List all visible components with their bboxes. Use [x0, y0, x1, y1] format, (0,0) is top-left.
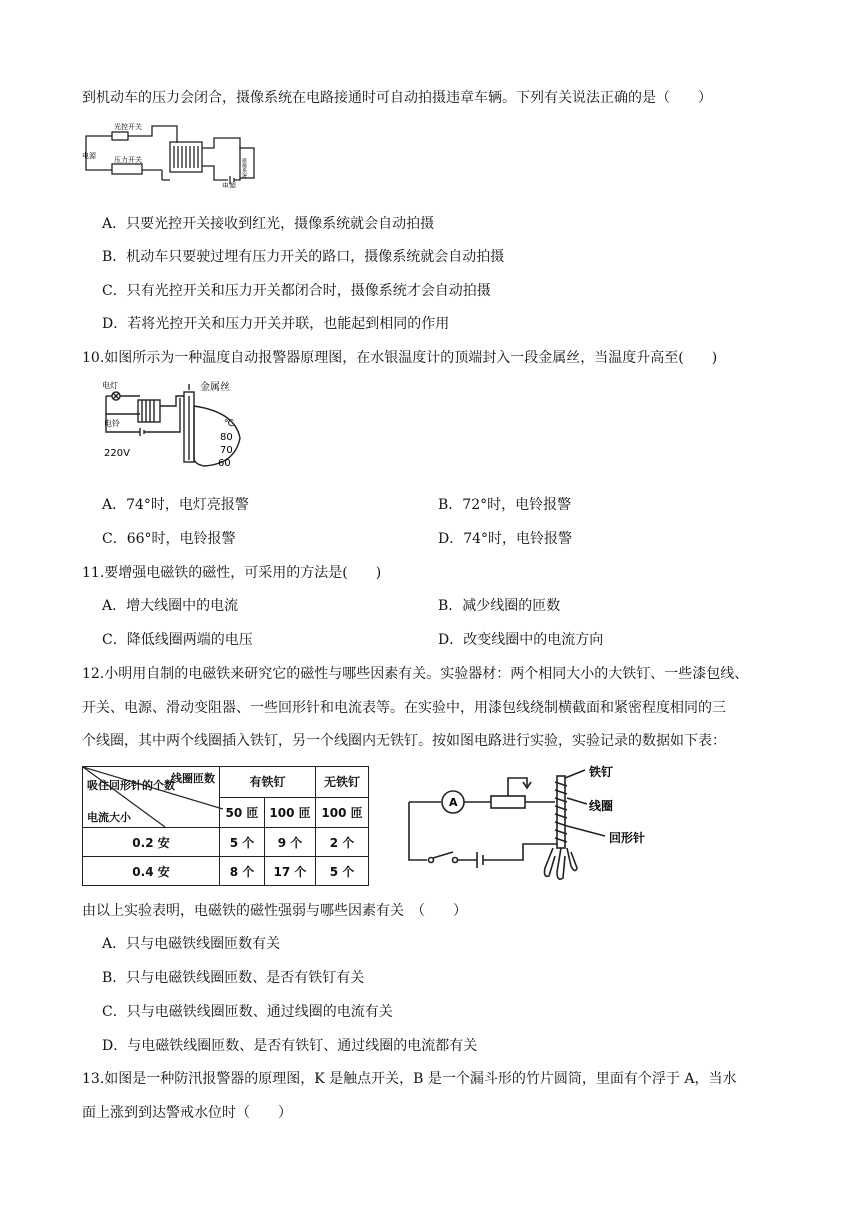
table-cell: 17 个: [265, 857, 316, 886]
q9-light-switch-label: 光控开关: [114, 123, 142, 131]
q11-option-d: D．改变线圈中的电流方向: [438, 632, 604, 648]
q12-data-table: [82, 766, 369, 886]
q9-option-a: A．只要光控开关接收到红光，摄像系统就会自动拍摄: [102, 216, 435, 232]
q12-question: 由以上实验表明，电磁铁的磁性强弱与哪些因素有关 （ ）: [82, 903, 467, 919]
q12-option-c: C．只与电磁铁线圈匝数、通过线圈的电流有关: [102, 1004, 393, 1020]
q10-lamp-label: 电灯: [102, 381, 118, 390]
q11-stem: 11.要增强电磁铁的磁性，可采用的方法是( ): [82, 565, 382, 581]
table-cell: 5 个: [316, 857, 369, 886]
q12-stem-line-2: 开关、电源、滑动变阻器、一些回形针和电流表等。在实验中，用漆包线绕制横截面和紧密程度相同的三: [82, 700, 726, 716]
table-turns-3: 100 匝: [316, 797, 369, 828]
q12-coil-label: 线圈: [589, 799, 614, 813]
table-header-with-nail: 有铁钉: [220, 767, 316, 798]
q9-option-d: D．若将光控开关和压力开关并联，也能起到相同的作用: [102, 316, 450, 332]
q10-option-a: A．74°时，电灯亮报警: [102, 497, 249, 513]
q12-clip-label: 回形针: [609, 831, 646, 845]
q9-camera-label: 摄像系统: [241, 158, 247, 178]
q10-voltage-label: 220V: [104, 448, 130, 459]
q10-unit-label: ℃: [224, 419, 235, 429]
q12-option-b: B．只与电磁铁线圈匝数、是否有铁钉有关: [102, 970, 365, 986]
q12-stem-line-3: 个线圈，其中两个线圈插入铁钉，另一个线圈内无铁钉。按如图电路进行实验，实验记录的数据如下表：: [82, 733, 726, 749]
q12-option-a: A．只与电磁铁线圈匝数有关: [102, 936, 281, 952]
table-cell: 2 个: [316, 828, 369, 857]
q11-option-b: B．减少线圈的匝数: [438, 598, 561, 614]
table-current-cell: 0.4 安: [83, 857, 220, 886]
q10-option-b: B．72°时，电铃报警: [438, 497, 572, 513]
q12-ammeter-label: A: [449, 796, 458, 809]
q11-option-a: A．增大线圈中的电流: [102, 598, 239, 614]
q11-option-c: C．降低线圈两端的电压: [102, 632, 253, 648]
q12-circuit-figure: [405, 764, 665, 892]
table-corner-clips: 吸住回形针的个数: [87, 779, 175, 792]
q10-tick-60: 60: [218, 458, 231, 469]
table-row: [83, 828, 369, 857]
table-turns-2: 100 匝: [265, 797, 316, 828]
q9-option-c: C．只有光控开关和压力开关都闭合时，摄像系统才会自动拍摄: [102, 283, 491, 299]
q13-stem-line-1: 13.如图是一种防汛报警器的原理图，K 是触点开关，B 是一个漏斗形的竹片圆筒，里面有个浮于 A，当水: [82, 1071, 737, 1087]
q10-option-d: D．74°时，电铃报警: [438, 531, 573, 547]
q10-stem: 10.如图所示为一种温度自动报警器原理图，在水银温度计的顶端封入一段金属丝，当温度升高至( ): [82, 350, 718, 366]
table-cell: 5 个: [220, 828, 265, 857]
table-cell: 9 个: [265, 828, 316, 857]
q13-stem-line-2: 面上涨到到达警戒水位时（ ）: [82, 1105, 292, 1121]
q9-circuit-figure: [82, 118, 262, 192]
q9-power-left-label: 电源: [82, 152, 96, 160]
q10-alarm-figure: [100, 378, 245, 474]
q9-stem: 到机动车的压力会闭合，摄像系统在电路接通时可自动拍摄违章车辆。下列有关说法正确的是（ ）: [82, 90, 712, 106]
q12-option-d: D．与电磁铁线圈匝数、是否有铁钉、通过线圈的电流都有关: [102, 1038, 478, 1054]
table-turns-1: 50 匝: [220, 797, 265, 828]
q9-power-bottom-label: 电源: [222, 182, 236, 188]
table-corner-current: 电流大小: [87, 811, 131, 824]
q12-nail-label: 铁钉: [589, 765, 614, 779]
table-header-without-nail: 无铁钉: [316, 767, 369, 798]
q12-stem-line-1: 12.小明用自制的电磁铁来研究它的磁性与哪些因素有关。实验器材：两个相同大小的大铁钉、一些漆包线、: [82, 666, 749, 682]
table-current-cell: 0.2 安: [83, 828, 220, 857]
q10-bell-label: 电铃: [104, 419, 120, 428]
q10-option-c: C．66°时，电铃报警: [102, 531, 236, 547]
q9-pressure-switch-label: 压力开关: [114, 156, 142, 164]
q10-tick-80: 80: [220, 432, 233, 443]
q10-wire-label: 金属丝: [200, 382, 230, 393]
q10-tick-70: 70: [220, 445, 233, 456]
table-cell: 8 个: [220, 857, 265, 886]
table-corner-turns: 线圈匝数: [171, 772, 215, 785]
q9-option-b: B．机动车只要驶过埋有压力开关的路口，摄像系统就会自动拍摄: [102, 249, 505, 265]
table-corner-cell: [83, 767, 220, 828]
table-row: [83, 857, 369, 886]
